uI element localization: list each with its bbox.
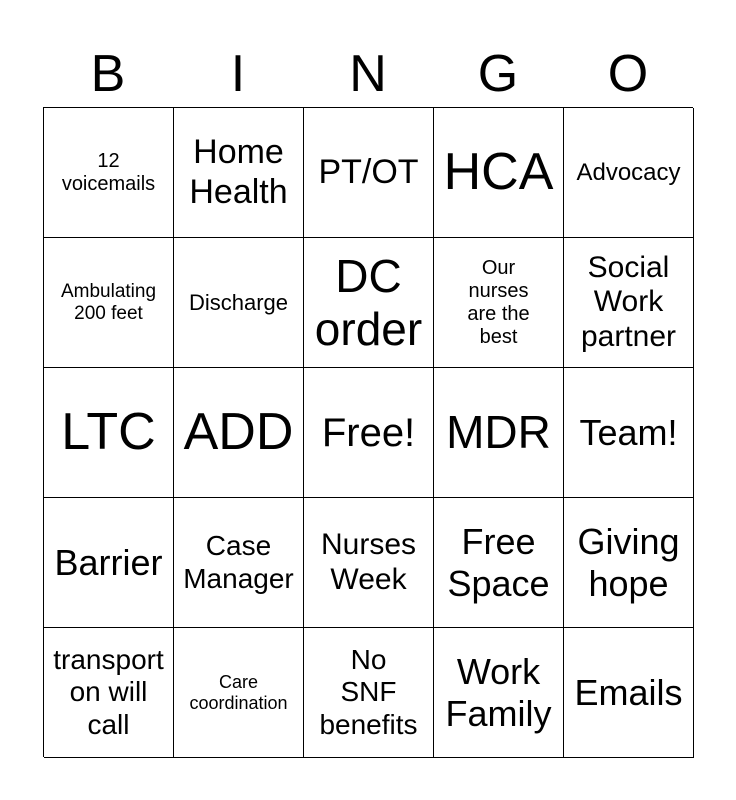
bingo-cell[interactable] xyxy=(564,368,694,498)
cell-text: Advocacy xyxy=(576,158,681,186)
bingo-cell[interactable] xyxy=(434,368,564,498)
free-space-cell[interactable] xyxy=(304,368,434,498)
cell-text: Social Work partner xyxy=(580,250,677,353)
cell-text: HCA xyxy=(443,142,554,201)
header-letter-o: O xyxy=(607,45,649,103)
bingo-cell[interactable] xyxy=(174,628,304,758)
bingo-cell[interactable] xyxy=(564,498,694,628)
bingo-cell[interactable] xyxy=(44,628,174,758)
cell-text: Emails xyxy=(574,671,683,713)
bingo-cell[interactable] xyxy=(44,368,174,498)
cell-text: Home Health xyxy=(189,133,288,211)
cell-text: Nurses Week xyxy=(320,528,417,596)
cell-text: Free Space xyxy=(447,521,550,604)
bingo-cell[interactable] xyxy=(44,108,174,238)
bingo-cell[interactable] xyxy=(304,628,434,758)
bingo-cell[interactable] xyxy=(174,108,304,238)
cell-text: transport on will call xyxy=(53,644,164,740)
bingo-cell[interactable] xyxy=(174,498,304,628)
header-letter-i: I xyxy=(230,45,246,103)
cell-text: Our nurses are the best xyxy=(467,256,530,348)
bingo-cell[interactable] xyxy=(304,498,434,628)
bingo-cell[interactable] xyxy=(564,238,694,368)
cell-text: Ambulating 200 feet xyxy=(60,280,157,324)
cell-text: Case Manager xyxy=(183,530,294,594)
cell-text: DC order xyxy=(314,249,423,355)
cell-text: No SNF benefits xyxy=(319,644,418,740)
cell-text: Giving hope xyxy=(577,521,680,604)
bingo-cell[interactable] xyxy=(304,238,434,368)
cell-text: Work Family xyxy=(445,651,552,734)
cell-text: MDR xyxy=(446,406,551,459)
header-letter-g: G xyxy=(477,45,519,103)
bingo-cell[interactable] xyxy=(564,628,694,758)
bingo-header xyxy=(43,40,693,108)
header-letter-b: B xyxy=(90,45,126,103)
cell-text: ADD xyxy=(183,402,294,461)
bingo-cell[interactable] xyxy=(44,498,174,628)
cell-text: Team! xyxy=(579,411,678,453)
bingo-cell[interactable] xyxy=(174,238,304,368)
bingo-cell[interactable] xyxy=(304,108,434,238)
bingo-board xyxy=(43,107,693,757)
bingo-cell[interactable] xyxy=(434,628,564,758)
cell-text: LTC xyxy=(61,402,156,461)
cell-text: Care coordination xyxy=(189,671,288,713)
cell-text: 12 voicemails xyxy=(61,149,156,195)
header-letter-n: N xyxy=(349,45,387,103)
bingo-cell[interactable] xyxy=(174,368,304,498)
cell-text: PT/OT xyxy=(318,152,419,191)
bingo-cell[interactable] xyxy=(434,108,564,238)
cell-text: Discharge xyxy=(188,289,289,315)
bingo-cell[interactable] xyxy=(434,498,564,628)
cell-text: Barrier xyxy=(54,541,163,583)
bingo-cell[interactable] xyxy=(564,108,694,238)
cell-text: Free! xyxy=(321,410,416,455)
bingo-cell[interactable] xyxy=(434,238,564,368)
bingo-cell[interactable] xyxy=(44,238,174,368)
